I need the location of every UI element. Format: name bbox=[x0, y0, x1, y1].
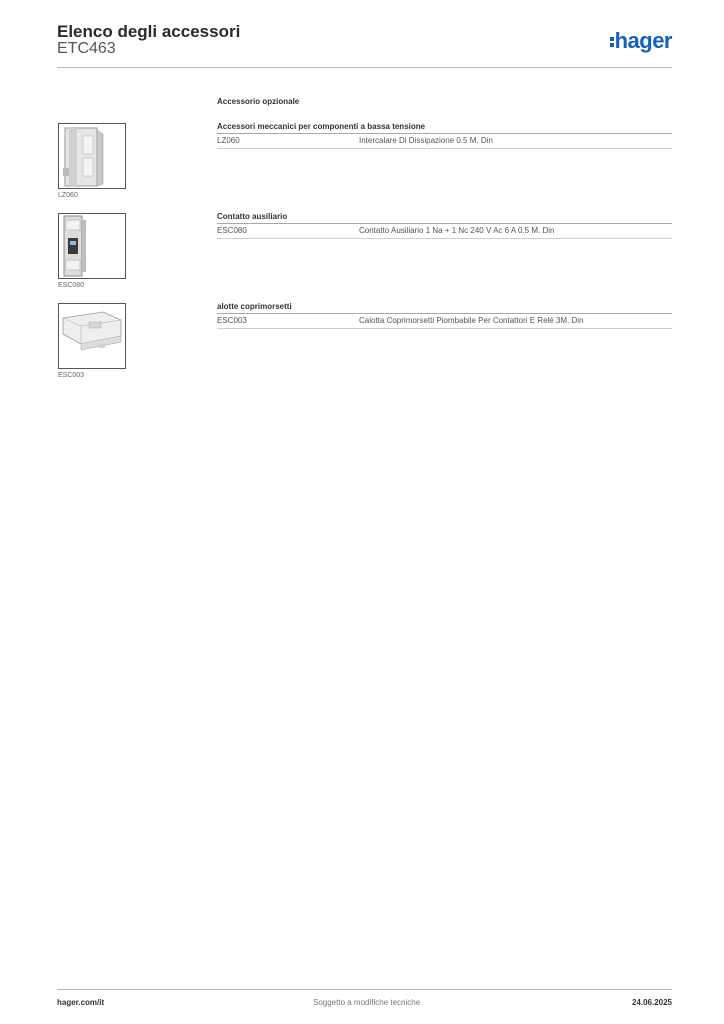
lz060-image-caption: LZ060 bbox=[58, 192, 78, 199]
article-code[interactable]: ESC080 bbox=[217, 226, 247, 235]
page-subtitle: ETC463 bbox=[57, 40, 116, 57]
hager-logo[interactable] bbox=[610, 28, 672, 54]
esc080-product-image bbox=[58, 213, 126, 279]
group-mechanical-accessories bbox=[217, 122, 672, 149]
footer-divider bbox=[57, 989, 672, 990]
article-code[interactable]: LZ060 bbox=[217, 136, 240, 145]
group-heading: Accessori meccanici per componenti a bassa tensione bbox=[217, 122, 672, 134]
page-title: Elenco degli accessori bbox=[57, 22, 241, 41]
group-heading: alotte coprimorsetti bbox=[217, 302, 672, 314]
lz060-product-image bbox=[58, 123, 126, 189]
article-description: Contatto Ausiliario 1 Na + 1 Nc 240 V Ac 6 A 0.5 M. Din bbox=[359, 226, 555, 235]
section-title: Accessorio opzionale bbox=[217, 97, 300, 106]
group-terminal-covers bbox=[217, 302, 672, 329]
article-description: Intercalare Di Dissipazione 0.5 M. Din bbox=[359, 136, 493, 145]
table-row[interactable] bbox=[217, 314, 672, 329]
article-code[interactable]: ESC003 bbox=[217, 316, 247, 325]
footer-notice: Soggetto a modifiche tecniche bbox=[313, 998, 421, 1007]
group-heading: Contatto ausiliario bbox=[217, 212, 672, 224]
article-description: Calotta Coprimorsetti Piombabile Per Contattori E Relé 3M. Din bbox=[359, 316, 584, 325]
esc003-product-image bbox=[58, 303, 126, 369]
table-row[interactable] bbox=[217, 134, 672, 149]
logo-text: hager bbox=[614, 28, 672, 53]
esc080-image-caption: ESC080 bbox=[58, 282, 85, 289]
esc003-image-caption: ESC003 bbox=[58, 372, 85, 379]
table-row[interactable] bbox=[217, 224, 672, 239]
logo-dots-icon bbox=[610, 35, 614, 49]
header-divider bbox=[57, 67, 672, 68]
footer-website-link[interactable]: hager.com/it bbox=[57, 998, 105, 1007]
group-auxiliary-contact bbox=[217, 212, 672, 239]
footer-date: 24.06.2025 bbox=[631, 998, 672, 1007]
